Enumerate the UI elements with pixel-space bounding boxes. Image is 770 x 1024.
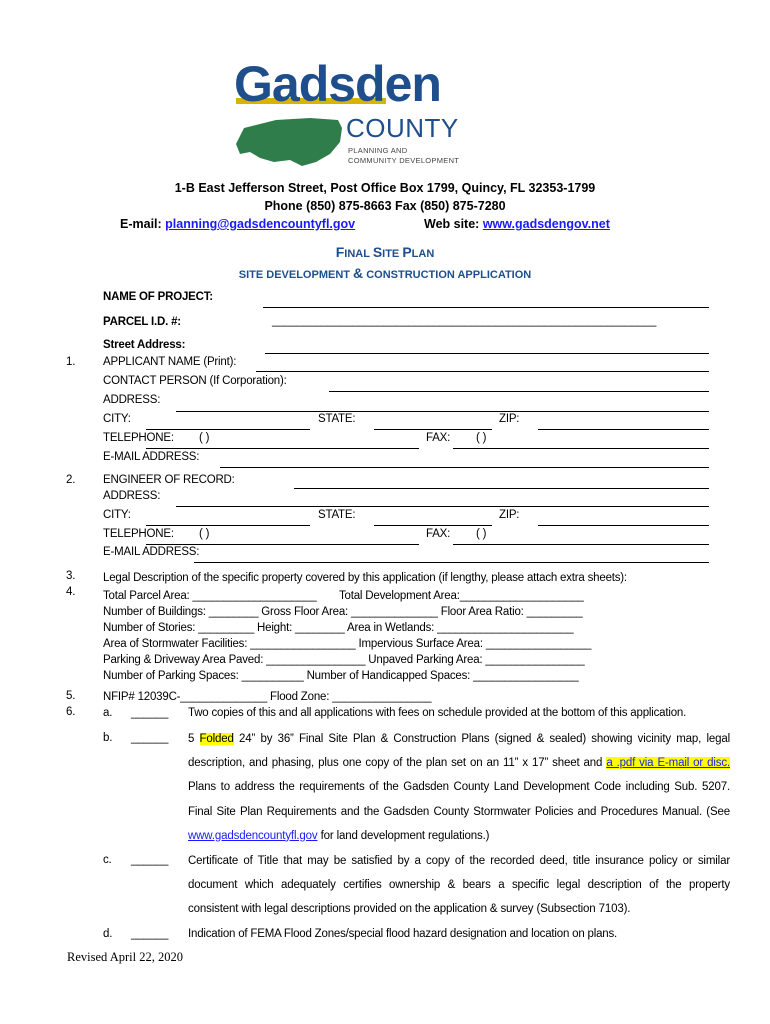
total-development-area: Total Development Area:____________________ [339, 590, 584, 602]
section-3-num: 3. [66, 570, 76, 582]
contact-field[interactable] [329, 391, 709, 392]
logo-sub2: COMMUNITY DEVELOPMENT [348, 156, 460, 165]
revised-date: Revised April 22, 2020 [67, 950, 183, 964]
state-label: STATE: [318, 413, 356, 425]
web-link[interactable]: www.gadsdengov.net [482, 217, 610, 231]
parking-spaces-line: Number of Parking Spaces: __________ Number of Handicapped Spaces: _________________ [103, 670, 579, 682]
page-subtitle: SITE DEVELOPMENT & CONSTRUCTION APPLICATION [238, 265, 532, 281]
engineer-label: ENGINEER OF RECORD: [103, 474, 235, 486]
project-name-label: NAME OF PROJECT: [103, 291, 213, 303]
street-field[interactable] [265, 353, 709, 354]
total-parcel-area: Total Parcel Area: ____________________ [103, 590, 317, 602]
item-a-blank[interactable]: ______ [131, 707, 169, 719]
telephone-field[interactable] [146, 448, 419, 449]
header-web [424, 217, 610, 231]
parcel-field[interactable]: ______________________________________________________________ [272, 315, 657, 327]
address-field[interactable] [176, 411, 709, 412]
logo-wordmark: Gadsden [234, 56, 441, 112]
zip-label: ZIP: [499, 413, 520, 425]
email-label: E-mail: [120, 217, 166, 231]
pdf-highlight: a .pdf via E-mail or disc. [606, 757, 730, 770]
item-c-blank[interactable]: ______ [131, 854, 169, 866]
item-c-text: Certificate of Title that may be satisfied by a copy of the recorded deed, title insurance policy or similar document which adequately certifies ownership & bears a specific legal description of the property consistent with legal descriptions provided on the application & survey (Subsection 7103). [188, 855, 730, 916]
folded-highlight: Folded [199, 733, 234, 745]
zip-field[interactable] [538, 429, 709, 430]
eng-address-label: ADDRESS: [103, 490, 161, 502]
eng-fax-field[interactable] [453, 544, 709, 545]
header-phone: Phone (850) 875-8663 Fax (850) 875-7280 [264, 199, 506, 213]
item-a-label: a. [103, 707, 113, 719]
item-b-label: b. [103, 732, 113, 744]
eng-telephone-paren: ( ) [199, 528, 210, 540]
applicant-label: APPLICANT NAME (Print): [103, 356, 237, 368]
section-5-num: 5. [66, 690, 76, 702]
eng-state-label: STATE: [318, 509, 356, 521]
eng-city-label: CITY: [103, 509, 131, 521]
legal-description-label: Legal Description of the specific property covered by this application (if lengthy, please attach extra sheets): [103, 572, 627, 584]
header-address: 1-B East Jefferson Street, Post Office Box 1799, Quincy, FL 32353-1799 [174, 181, 596, 195]
item-d-label: d. [103, 928, 113, 940]
parcel-label: PARCEL I.D. #: [103, 316, 181, 328]
eng-email-label: E-MAIL ADDRESS: [103, 546, 200, 558]
stormwater-line: Area of Stormwater Facilities: _________________ Impervious Surface Area: _________________ [103, 638, 592, 650]
section-4-num: 4. [66, 586, 76, 598]
item-d-text: Indication of FEMA Flood Zones/special flood hazard designation and location on plans. [188, 928, 618, 940]
fax-label: FAX: [426, 432, 451, 444]
eng-fax-paren: ( ) [476, 528, 487, 540]
buildings-line: Number of Buildings: ________ Gross Floor Area: ______________ Floor Area Ratio: _________ [103, 606, 583, 618]
web-label: Web site: [424, 217, 483, 231]
parking-area-line: Parking & Driveway Area Paved: ________________ Unpaved Parking Area: ________________ [103, 654, 585, 666]
applicant-field[interactable] [256, 371, 709, 372]
eng-address-field[interactable] [176, 506, 709, 507]
fax-paren: ( ) [476, 432, 487, 444]
contact-label: CONTACT PERSON (If Corporation): [103, 375, 287, 387]
item-d-blank[interactable]: ______ [131, 928, 169, 940]
email-address-label: E-MAIL ADDRESS: [103, 451, 200, 463]
eng-zip-field[interactable] [538, 525, 709, 526]
eng-telephone-field[interactable] [146, 544, 419, 545]
section-6-num: 6. [66, 706, 76, 718]
state-field[interactable] [374, 429, 492, 430]
email-address-field[interactable] [220, 467, 709, 468]
city-field[interactable] [146, 429, 310, 430]
telephone-label: TELEPHONE: [103, 432, 174, 444]
eng-fax-label: FAX: [426, 528, 451, 540]
eng-email-field[interactable] [194, 562, 709, 563]
address-label: ADDRESS: [103, 394, 161, 406]
eng-telephone-label: TELEPHONE: [103, 528, 174, 540]
eng-zip-label: ZIP: [499, 509, 520, 521]
city-label: CITY: [103, 413, 131, 425]
item-b-blank[interactable]: ______ [131, 732, 169, 744]
email-link[interactable]: planning@gadsdencountyfl.gov [165, 217, 356, 231]
eng-city-field[interactable] [146, 525, 310, 526]
logo-sub1: PLANNING AND [348, 146, 408, 155]
header-contact [120, 217, 355, 231]
project-name-field[interactable] [263, 307, 709, 308]
section-2-num: 2. [66, 474, 76, 486]
engineer-field[interactable] [294, 488, 709, 489]
item-b-text: 5 Folded 24” by 36” Final Site Plan & Construction Plans (signed & sealed) showing vicinity map, legal description, and phasing, plus one copy of the plan set on an 11” x 17” sheet and a .pdf via E-mail or disc. Plans to address the requirements of the Gadsden County Land Development Code including Sub. 5207. Final Site Plan Requirements and the Gadsden County Stormwater Policies and Procedures Manual. (See www.gadsdencountyfl.gov for land development regulations.) [188, 733, 730, 842]
item-a-text: Two copies of this and all applications with fees on schedule provided at the bottom of this application. [188, 707, 687, 719]
fax-field[interactable] [453, 448, 709, 449]
nfip-line: NFIP# 12039C-______________ Flood Zone: ________________ [103, 691, 432, 703]
item-c-label: c. [103, 854, 112, 866]
telephone-paren: ( ) [199, 432, 210, 444]
section-1-num: 1. [66, 356, 76, 368]
stories-line: Number of Stories: _________ Height: ________ Area in Wetlands: ______________________ [103, 622, 574, 634]
page-title: FINAL SITE PLAN [335, 244, 435, 260]
eng-state-field[interactable] [374, 525, 492, 526]
logo-county: COUNTY [346, 113, 459, 143]
street-label: Street Address: [103, 339, 186, 351]
regulations-link[interactable]: www.gadsdencountyfl.gov [188, 829, 318, 842]
